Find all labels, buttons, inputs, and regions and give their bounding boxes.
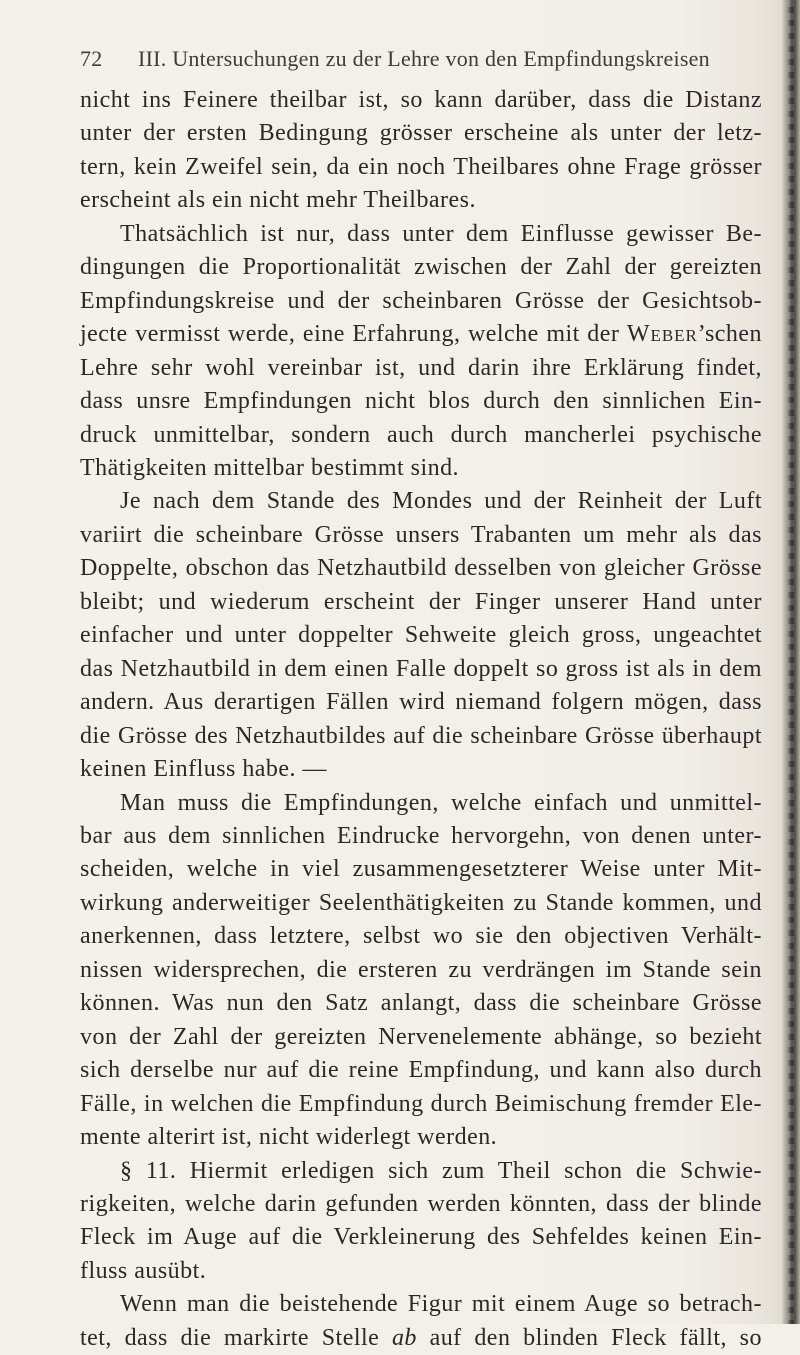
text-line: Man muss die Empfindungen, welche einfach und unmittel- [120, 789, 762, 816]
paragraph [80, 1288, 762, 1355]
text-line: einfacher und unter doppelter Sehweite gleich gross, ungeachtet [80, 622, 762, 649]
text-fragment: auf den blinden Fleck fällt, so [416, 1324, 762, 1351]
text-line: dingungen die Proportionalität zwischen der Zahl der gereizten [80, 254, 762, 281]
text-line: Thatsächlich ist nur, dass unter dem Einflusse gewisser Be- [120, 220, 762, 247]
text-line: fluss ausübt. [80, 1257, 207, 1284]
text-line: variirt die scheinbare Grösse unsers Trabanten um mehr als das [80, 521, 762, 548]
marked-point-label: ab [391, 1324, 417, 1351]
paragraph [80, 84, 762, 218]
text-line: Wenn man die beistehende Figur mit einem Auge so betrach- [120, 1291, 762, 1318]
text-line: anerkennen, dass letztere, selbst wo sie den objectiven Verhält- [80, 923, 762, 950]
paragraph [80, 787, 762, 1155]
text-fragment: tet, dass die markirte Stelle [80, 1324, 392, 1351]
text-line: mente alterirt ist, nicht widerlegt werden. [80, 1124, 498, 1151]
text-line: tern, kein Zweifel sein, da ein noch Theilbares ohne Frage grösser [80, 153, 762, 180]
text-line: die Grösse des Netzhautbildes auf die scheinbare Grösse überhaupt [80, 722, 762, 749]
text-line: druck unmittelbar, sondern auch durch mancherlei psychische [80, 421, 762, 448]
text-line: scheiden, welche in viel zusammengesetzterer Weise unter Mit- [80, 856, 762, 883]
paragraph-section-11 [80, 1155, 762, 1289]
paragraph [80, 218, 762, 486]
text-line: bleibt; und wiederum erscheint der Finger unserer Hand unter [80, 588, 762, 615]
text-line: andern. Aus derartigen Fällen wird niemand folgern mögen, dass [80, 689, 762, 716]
text-line: Empfindungskreise und der scheinbaren Grösse der Gesichtsob- [80, 287, 762, 314]
text-line: rigkeiten, welche darin gefunden werden könnten, dass der blinde [80, 1190, 762, 1217]
text-line: unter der ersten Bedingung grösser erscheine als unter der letz- [80, 120, 762, 147]
text-line: nissen widersprechen, die ersteren zu verdrängen im Stande sein [80, 956, 762, 983]
text-fragment: ’schen [697, 321, 762, 348]
text-line: Je nach dem Stande des Mondes und der Reinheit der Luft [120, 488, 762, 515]
text-line: können. Was nun den Satz anlangt, dass die scheinbare Grösse [80, 990, 762, 1017]
page-number: 72 [80, 46, 103, 71]
text-line: nicht ins Feinere theilbar ist, so kann darüber, dass die Distanz [80, 87, 762, 113]
text-line: wirkung anderweitiger Seelenthätigkeiten zu Stande kommen, und [80, 889, 762, 916]
text-line: Lehre sehr wohl vereinbar ist, und darin ihre Erklärung findet, [80, 354, 762, 381]
text-line: bar aus dem sinnlichen Eindrucke hervorgehn, von denen unter- [80, 822, 762, 849]
author-name: Weber [626, 321, 698, 348]
text-line: keinen Einfluss habe. — [80, 756, 327, 783]
paragraph [80, 485, 762, 786]
page-header [80, 48, 760, 70]
running-title: III. Untersuchungen zu der Lehre von den Empfindungskreisen [138, 46, 710, 71]
text-line: Thätigkeiten mittelbar bestimmt sind. [80, 454, 460, 481]
text-line: dass unsre Empfindungen nicht blos durch den sinnlichen Ein- [80, 388, 762, 415]
text-line: Fälle, in welchen die Empfindung durch Beimischung fremder Ele- [80, 1090, 762, 1117]
text-line: Fleck im Auge auf die Verkleinerung des Sehfeldes keinen Ein- [80, 1224, 762, 1251]
text-line: erscheint als ein nicht mehr Theilbares. [80, 187, 476, 214]
text-fragment: jecte vermisst werde, eine Erfahrung, welche mit der [80, 321, 627, 348]
text-line: Doppelte, obschon das Netzhautbild desselben von gleicher Grösse [80, 555, 762, 582]
text-line: § 11. Hiermit erledigen sich zum Theil schon die Schwie- [120, 1157, 762, 1184]
text-line-ab [80, 1322, 762, 1355]
body-text [80, 84, 762, 1355]
text-line: sich derselbe nur auf die reine Empfindung, und kann also durch [80, 1057, 762, 1084]
page-edge-shadow [782, 0, 800, 1324]
text-line: das Netzhautbild in dem einen Falle doppelt so gross ist als in dem [80, 655, 762, 682]
text-line-weber [80, 318, 762, 351]
text-line: von der Zahl der gereizten Nervenelemente abhänge, so bezieht [80, 1023, 762, 1050]
